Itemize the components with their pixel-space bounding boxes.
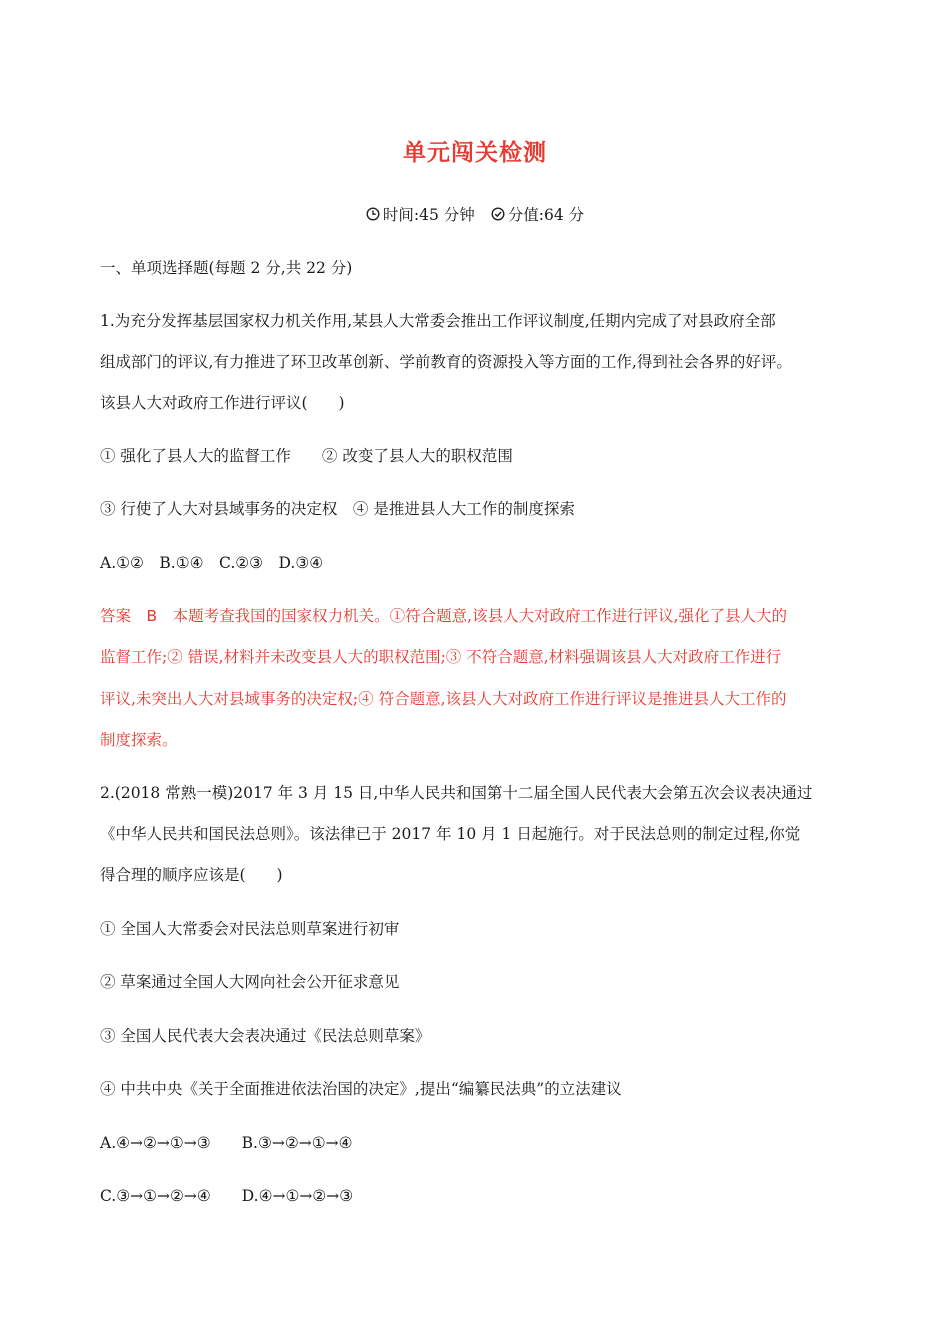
q1-stem-line: 1.为充分发挥基层国家权力机关作用,某县人大常委会推出工作评议制度,任期内完成了对县政府全部: [100, 312, 776, 330]
q1-options-row: ① 强化了县人大的监督工作 ② 改变了县人大的职权范围: [100, 447, 513, 465]
q1-choices: A.①② B.①④ C.②③ D.③④: [100, 554, 324, 572]
answer-label: 答案 B: [100, 607, 158, 625]
q1-options-row: ③ 行使了人大对县域事务的决定权 ④ 是推进县人大工作的制度探索: [100, 500, 575, 518]
q2-stem-line: 2.(2018 常熟一模)2017 年 3 月 15 日,中华人民共和国第十二届全国人民代表大会第五次会议表决通过: [100, 784, 813, 802]
q2-item: ④ 中共中央《关于全面推进依法治国的决定》,提出“编纂民法典”的立法建议: [100, 1080, 622, 1098]
clock-icon: [366, 207, 380, 221]
q1-stem-line: 组成部门的评议,有力推进了环卫改革创新、学前教育的资源投入等方面的工作,得到社会各界的好评。: [100, 353, 792, 371]
score-text: 分值:64 分: [507, 206, 585, 224]
q1-answer-line: 制度探索。: [100, 731, 178, 749]
q1-answer-line: [100, 605, 860, 627]
time-text: 时间:45 分钟: [382, 206, 475, 224]
answer-text: 本题考查我国的国家权力机关。①符合题意,该县人大对政府工作进行评议,强化了县人大的: [172, 607, 788, 625]
q2-stem-line: 得合理的顺序应该是( ): [100, 866, 283, 884]
q2-item: ① 全国人大常委会对民法总则草案进行初审: [100, 920, 400, 938]
q2-choices-row: A.④→②→①→③ B.③→②→①→④: [100, 1134, 353, 1152]
exam-meta: [0, 203, 950, 225]
q2-item: ② 草案通过全国人大网向社会公开征求意见: [100, 973, 400, 991]
check-circle-icon: [491, 207, 505, 221]
q1-answer-line: 监督工作;② 错误,材料并未改变县人大的职权范围;③ 不符合题意,材料强调该县人大对政府工作进行: [100, 648, 782, 666]
section-heading: 一、单项选择题(每题 2 分,共 22 分): [100, 259, 353, 277]
time-info: [366, 203, 475, 225]
score-info: [491, 203, 584, 225]
q2-stem-line: 《中华人民共和国民法总则》。该法律已于 2017 年 10 月 1 日起施行。对于民法总则的制定过程,你觉: [100, 825, 801, 843]
q1-stem-line: 该县人大对政府工作进行评议( ): [100, 394, 345, 412]
q1-answer-line: 评议,未突出人大对县域事务的决定权;④ 符合题意,该县人大对政府工作进行评议是推进县人大工作的: [100, 690, 787, 708]
q2-item: ③ 全国人民代表大会表决通过《民法总则草案》: [100, 1027, 431, 1045]
page-title: 单元闯关检测: [403, 140, 547, 166]
q2-choices-row: C.③→①→②→④ D.④→①→②→③: [100, 1187, 354, 1205]
